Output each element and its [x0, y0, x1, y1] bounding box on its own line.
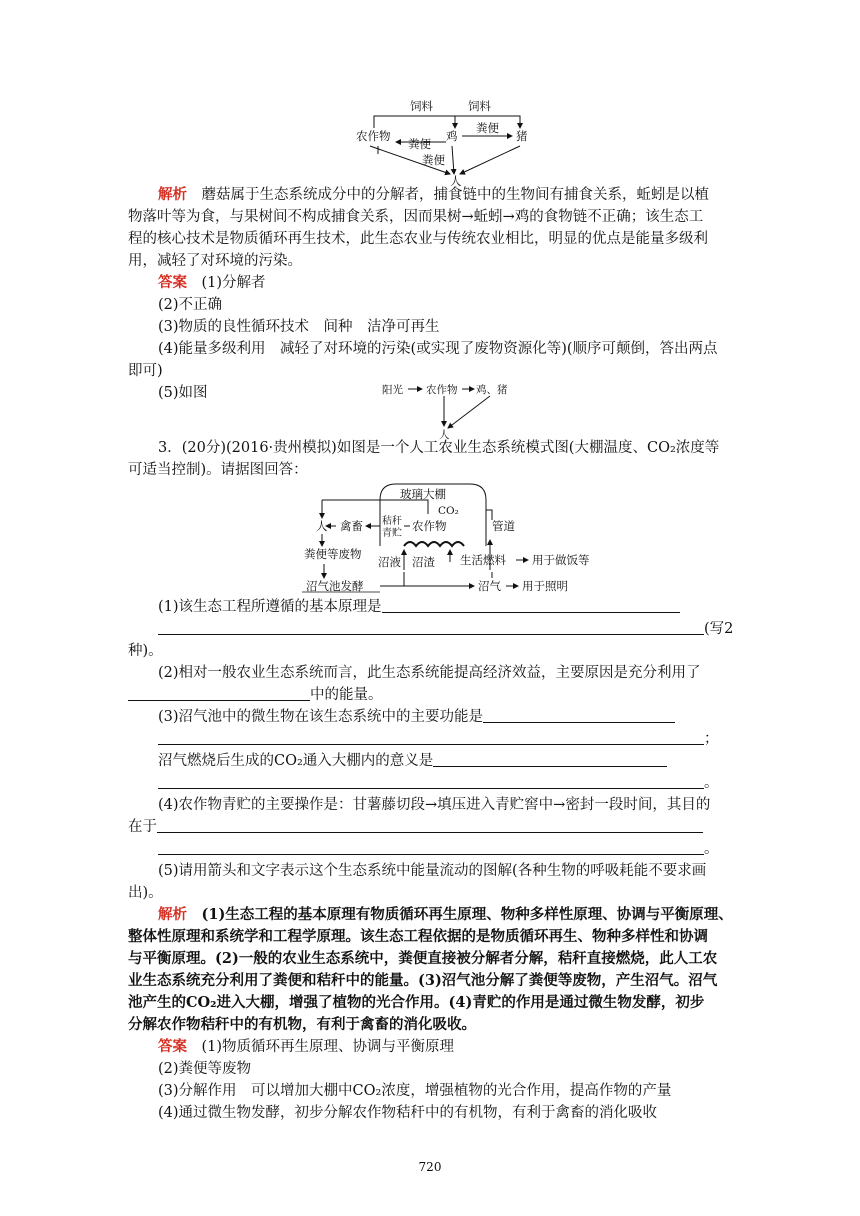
- answer-blank[interactable]: [483, 706, 675, 723]
- energy-flow-diagram-small: [380, 378, 520, 440]
- analysis-1-line-1: 解析 蘑菇属于生态系统成分中的分解者，捕食链中的生物间有捕食关系，蚯蚓是以植: [158, 186, 709, 203]
- q5-line-2: 出)。: [128, 885, 163, 901]
- analysis-3-line-3: 与平衡原理。(2)一般的农业生态系统中，粪便直接被分解者分解，秸秆直接燃烧，此人工农: [128, 950, 718, 967]
- biogas-liquid-label: 沼液: [378, 555, 401, 569]
- analysis-3-line-2: 整体性原理和系统学和工程学原理。该生态工程依据的是物质循环再生、物种多样性和协调: [128, 928, 708, 945]
- manure-label-1: 粪便: [408, 137, 431, 151]
- animals-node: 鸡、猪: [476, 384, 508, 396]
- digester-node: 沼气池发酵: [306, 579, 364, 593]
- q5-line-1: (5)请用箭头和文字表示这个生态系统中能量流动的图解(各种生物的呼吸耗能不要求画: [158, 863, 707, 879]
- q1-line-2: (写2: [158, 618, 770, 640]
- q3-line-1: (3)沼气池中的微生物在该生态系统中的主要功能是: [158, 706, 770, 728]
- answer-label: 答案: [158, 274, 187, 291]
- answer-3-line-2: (2)粪便等废物: [158, 1061, 252, 1077]
- biogas-node: 沼气: [478, 579, 501, 593]
- answer-blank[interactable]: [382, 596, 680, 613]
- crops-node-3: 农作物: [412, 519, 447, 533]
- manure-label-2: 粪便: [476, 121, 499, 135]
- sun-node: 阳光: [382, 384, 403, 396]
- manure-label-3: 粪便: [422, 153, 445, 167]
- answer-1-line-4: (4)能量多级利用 减轻了对环境的污染(或实现了废物资源化等)(顺序可颠倒，答出两点: [158, 341, 718, 357]
- q3-line-2: ；: [158, 728, 770, 750]
- answer-blank[interactable]: [158, 772, 704, 789]
- analysis-3-line-4: 业生态系统充分利用了粪便和秸秆中的能量。(3)沼气池分解了粪便等废物，产生沼气。沼气: [128, 972, 718, 989]
- lighting-node: 用于照明: [522, 579, 568, 593]
- q2-line-1: (2)相对一般农业生态系统而言，此生态系统能提高经济效益，主要原因是充分利用了: [158, 665, 701, 681]
- answer-1-line-5: 即可): [128, 363, 163, 379]
- crops-node-2: 农作物: [426, 384, 458, 396]
- q1-line-3: 种)。: [128, 643, 163, 659]
- analysis-3-line-5: 池产生的CO₂进入大棚，增强了植物的光合作用。(4)青贮的作用是通过微生物发酵，初步: [128, 994, 705, 1011]
- page-number: 720: [418, 1160, 442, 1174]
- fuel-node: 生活燃料: [460, 553, 506, 567]
- analysis-3-line-6: 分解农作物秸秆中的有机物，有利于禽畜的消化吸收。: [128, 1016, 476, 1033]
- analysis-3-line-1: 解析 (1)生态工程的基本原理有物质循环再生原理、物种多样性原理、协调与平衡原理、: [158, 906, 733, 923]
- answer-blank[interactable]: [158, 618, 704, 635]
- greenhouse-label: 玻璃大棚: [400, 487, 446, 501]
- livestock-node: 禽畜: [340, 519, 363, 533]
- analysis-label: 解析: [158, 186, 187, 203]
- cooking-node: 用于做饭等: [532, 553, 590, 567]
- question-3-line-2: 可适当控制)。请据图回答：: [128, 462, 308, 478]
- answer-blank[interactable]: [158, 838, 704, 855]
- answer-label: 答案: [158, 1038, 187, 1055]
- answer-3-line-4: (4)通过微生物发酵，初步分解农作物秸秆中的有机物，有利于禽畜的消化吸收: [158, 1105, 658, 1121]
- crops-node: 农作物: [356, 129, 391, 143]
- q3-line-4: 。: [158, 772, 770, 794]
- analysis-1-line-3: 程的核心技术是物质循环再生技术，此生态农业与传统农业相比，明显的优点是能量多级利: [128, 231, 708, 247]
- answer-1-line-3: (3)物质的良性循环技术 间种 洁净可再生: [158, 319, 440, 335]
- food-web-diagram: [350, 96, 540, 186]
- analysis-1-line-4: 用，减轻了对环境的污染。: [128, 253, 302, 269]
- silage-label: 青贮: [382, 528, 402, 539]
- q2-line-2: 中的能量。: [128, 684, 740, 706]
- feed-label-2: 饲料: [468, 99, 491, 113]
- answer-3-line-1: 答案 (1)物质循环再生原理、协调与平衡原理: [158, 1038, 455, 1055]
- answer-1-line-2: (2)不正确: [158, 297, 223, 313]
- answer-blank[interactable]: [157, 816, 703, 833]
- pig-node: 猪: [516, 129, 528, 143]
- analysis-label: 解析: [158, 906, 187, 923]
- answer-blank[interactable]: [128, 684, 310, 701]
- q4-line-3: 。: [158, 838, 770, 860]
- analysis-1-line-2: 物落叶等为食，与果树间不构成捕食关系，因而果树→蚯蚓→鸡的食物链不正确；该生态工: [128, 209, 704, 225]
- chicken-node: 鸡: [446, 129, 458, 143]
- biogas-residue-label: 沼渣: [412, 555, 435, 569]
- answer-3-line-3: (3)分解作用 可以增加大棚中CO₂浓度，增强植物的光合作用，提高作物的产量: [158, 1083, 672, 1099]
- human-node: 人: [450, 174, 462, 186]
- answer-blank[interactable]: [158, 728, 704, 745]
- q4-line-2: 在于: [128, 816, 740, 838]
- co2-label: CO₂: [438, 505, 459, 517]
- question-3-line-1: 3．(20分)(2016·贵州模拟)如图是一个人工农业生态系统模式图(大棚温度、CO₂浓度等: [158, 440, 720, 456]
- feed-label-1: 饲料: [410, 99, 433, 113]
- agro-ecosystem-diagram: [300, 480, 600, 598]
- waste-node: 粪便等废物: [304, 547, 362, 561]
- human-node-3: 人: [316, 519, 328, 533]
- answer-1-line-1: 答案 (1)分解者: [158, 274, 266, 291]
- q4-line-1: (4)农作物青贮的主要操作是：甘薯藤切段→填压进入青贮窖中→密封一段时间，其目的: [158, 797, 711, 813]
- answer-1-line-6: (5)如图: [158, 385, 208, 401]
- human-node-2: 人: [439, 429, 450, 440]
- straw-label: 秸秆: [382, 516, 402, 527]
- pipe-label: 管道: [492, 519, 515, 533]
- q1-line-1: (1)该生态工程所遵循的基本原理是: [158, 596, 770, 618]
- answer-blank[interactable]: [433, 750, 667, 767]
- q3-line-3: 沼气燃烧后生成的CO₂通入大棚内的意义是: [158, 750, 770, 772]
